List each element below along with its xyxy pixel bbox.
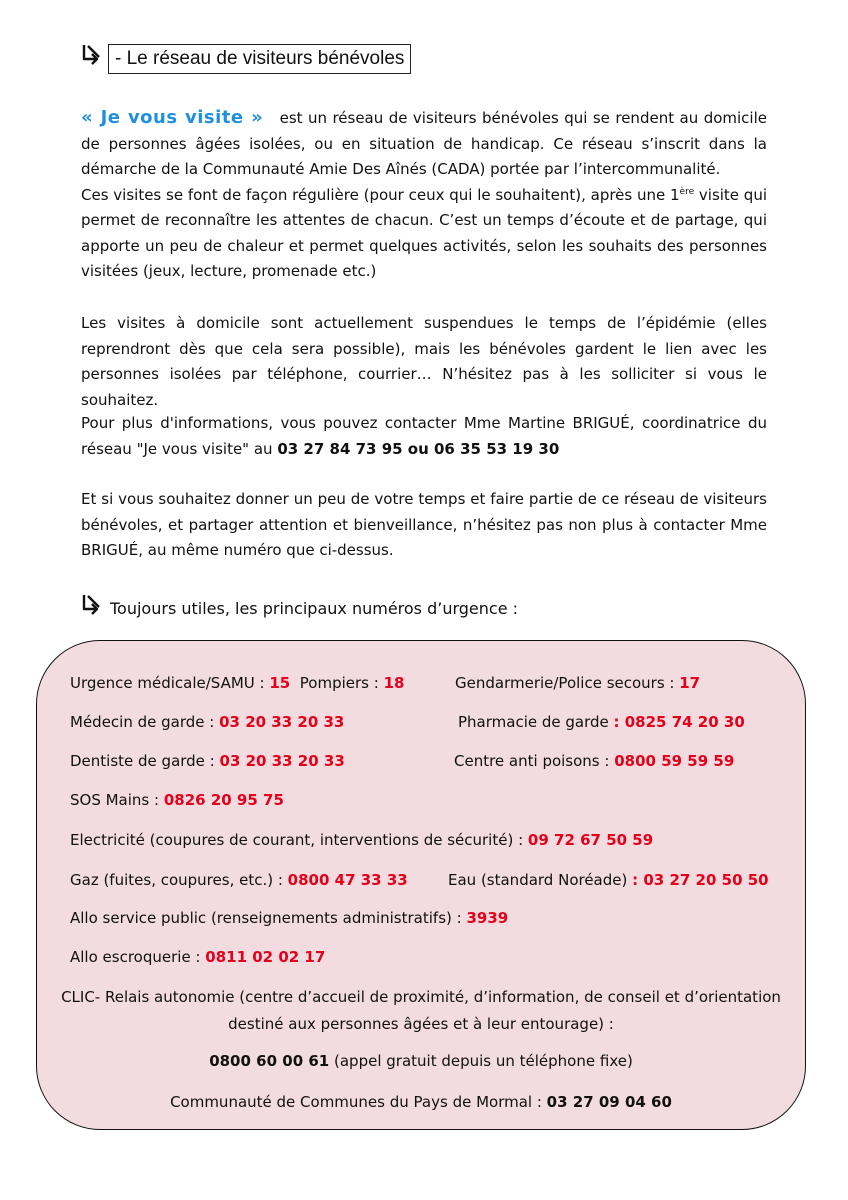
- je-vous-visite-title: « Je vous visite »: [81, 107, 264, 128]
- dentiste-line: Dentiste de garde : 03 20 33 20 33: [70, 752, 345, 770]
- pharmacie-line: Pharmacie de garde : 0825 74 20 30: [458, 713, 745, 731]
- allo-escroquerie-line: Allo escroquerie : 0811 02 02 17: [70, 948, 326, 966]
- section-heading-visiteurs: - Le réseau de visiteurs bénévoles: [108, 44, 411, 74]
- contact-paragraph: Pour plus d'informations, vous pouvez contacter Mme Martine BRIGUÉ, coordinatrice du réseau "Je vous visite" au 03 27 84 73 95 ou 06 35 53 19 30: [81, 414, 767, 458]
- arrow-bullet-icon: [80, 592, 106, 618]
- contact-phones: 03 27 84 73 95 ou 06 35 53 19 30: [277, 439, 560, 458]
- antipoisons-line: Centre anti poisons : 0800 59 59 59: [454, 752, 735, 770]
- clic-line-2: destiné aux personnes âgées et à leur entourage) :: [228, 1015, 614, 1033]
- allo-service-public-line: Allo service public (renseignements administratifs) : 3939: [70, 909, 509, 927]
- arrow-bullet-icon: [80, 42, 106, 68]
- clic-line-1: CLIC- Relais autonomie (centre d’accueil de proximité, d’information, de conseil et d’orientation: [61, 988, 781, 1006]
- electricite-line: Electricité (coupures de courant, interventions de sécurité) : 09 72 67 50 59: [70, 831, 654, 849]
- gendarmerie-line: Gendarmerie/Police secours : 17: [455, 674, 701, 692]
- ccpm-line: Communauté de Communes du Pays de Mormal : 03 27 09 04 60: [170, 1093, 672, 1111]
- eau-line: Eau (standard Noréade) : 03 27 20 50 50: [448, 871, 769, 889]
- samu-line: Urgence médicale/SAMU : 15 Pompiers : 18: [70, 674, 405, 692]
- medecin-line: Médecin de garde : 03 20 33 20 33: [70, 713, 345, 731]
- intro-paragraph: « Je vous visite » est un réseau de visiteurs bénévoles qui se rendent au domicile de personnes âgées isolées, ou en situation de handicap. Ce réseau s’inscrit dans la démarche de la Communauté Amie Des Aînés (CADA) portée par l’intercommunalité. Ces visites se font de façon régulière (pour ceux qui le souhaitent), après une 1ère visite qui permet de reconnaître les attentes de chacun. C’est un temps d’écoute et de partage, qui apporte un peu de chaleur et permet quelques activités, selon les souhaits des personnes visitées (jeux, lecture, promenade etc.): [81, 107, 767, 280]
- volunteer-paragraph: Et si vous souhaitez donner un peu de votre temps et faire partie de ce réseau de visiteurs bénévoles, et partager attention et bienveillance, n’hésitez pas non plus à contacter Mme BRIGUÉ, au même numéro que ci-dessus.: [81, 490, 767, 559]
- epidemic-paragraph: Les visites à domicile sont actuellement suspendues le temps de l’épidémie (elles reprendront dès que cela sera possible), mais les bénévoles gardent le lien avec les personnes isolées par téléphone, courrier… N’hésitez pas à les solliciter si vous le souhaitez.: [81, 314, 767, 409]
- emergency-heading: Toujours utiles, les principaux numéros d’urgence :: [110, 599, 519, 618]
- clic-phone-line: 0800 60 00 61 (appel gratuit depuis un téléphone fixe): [209, 1052, 633, 1070]
- gaz-line: Gaz (fuites, coupures, etc.) : 0800 47 33 33: [70, 871, 408, 889]
- sos-mains-line: SOS Mains : 0826 20 95 75: [70, 791, 284, 809]
